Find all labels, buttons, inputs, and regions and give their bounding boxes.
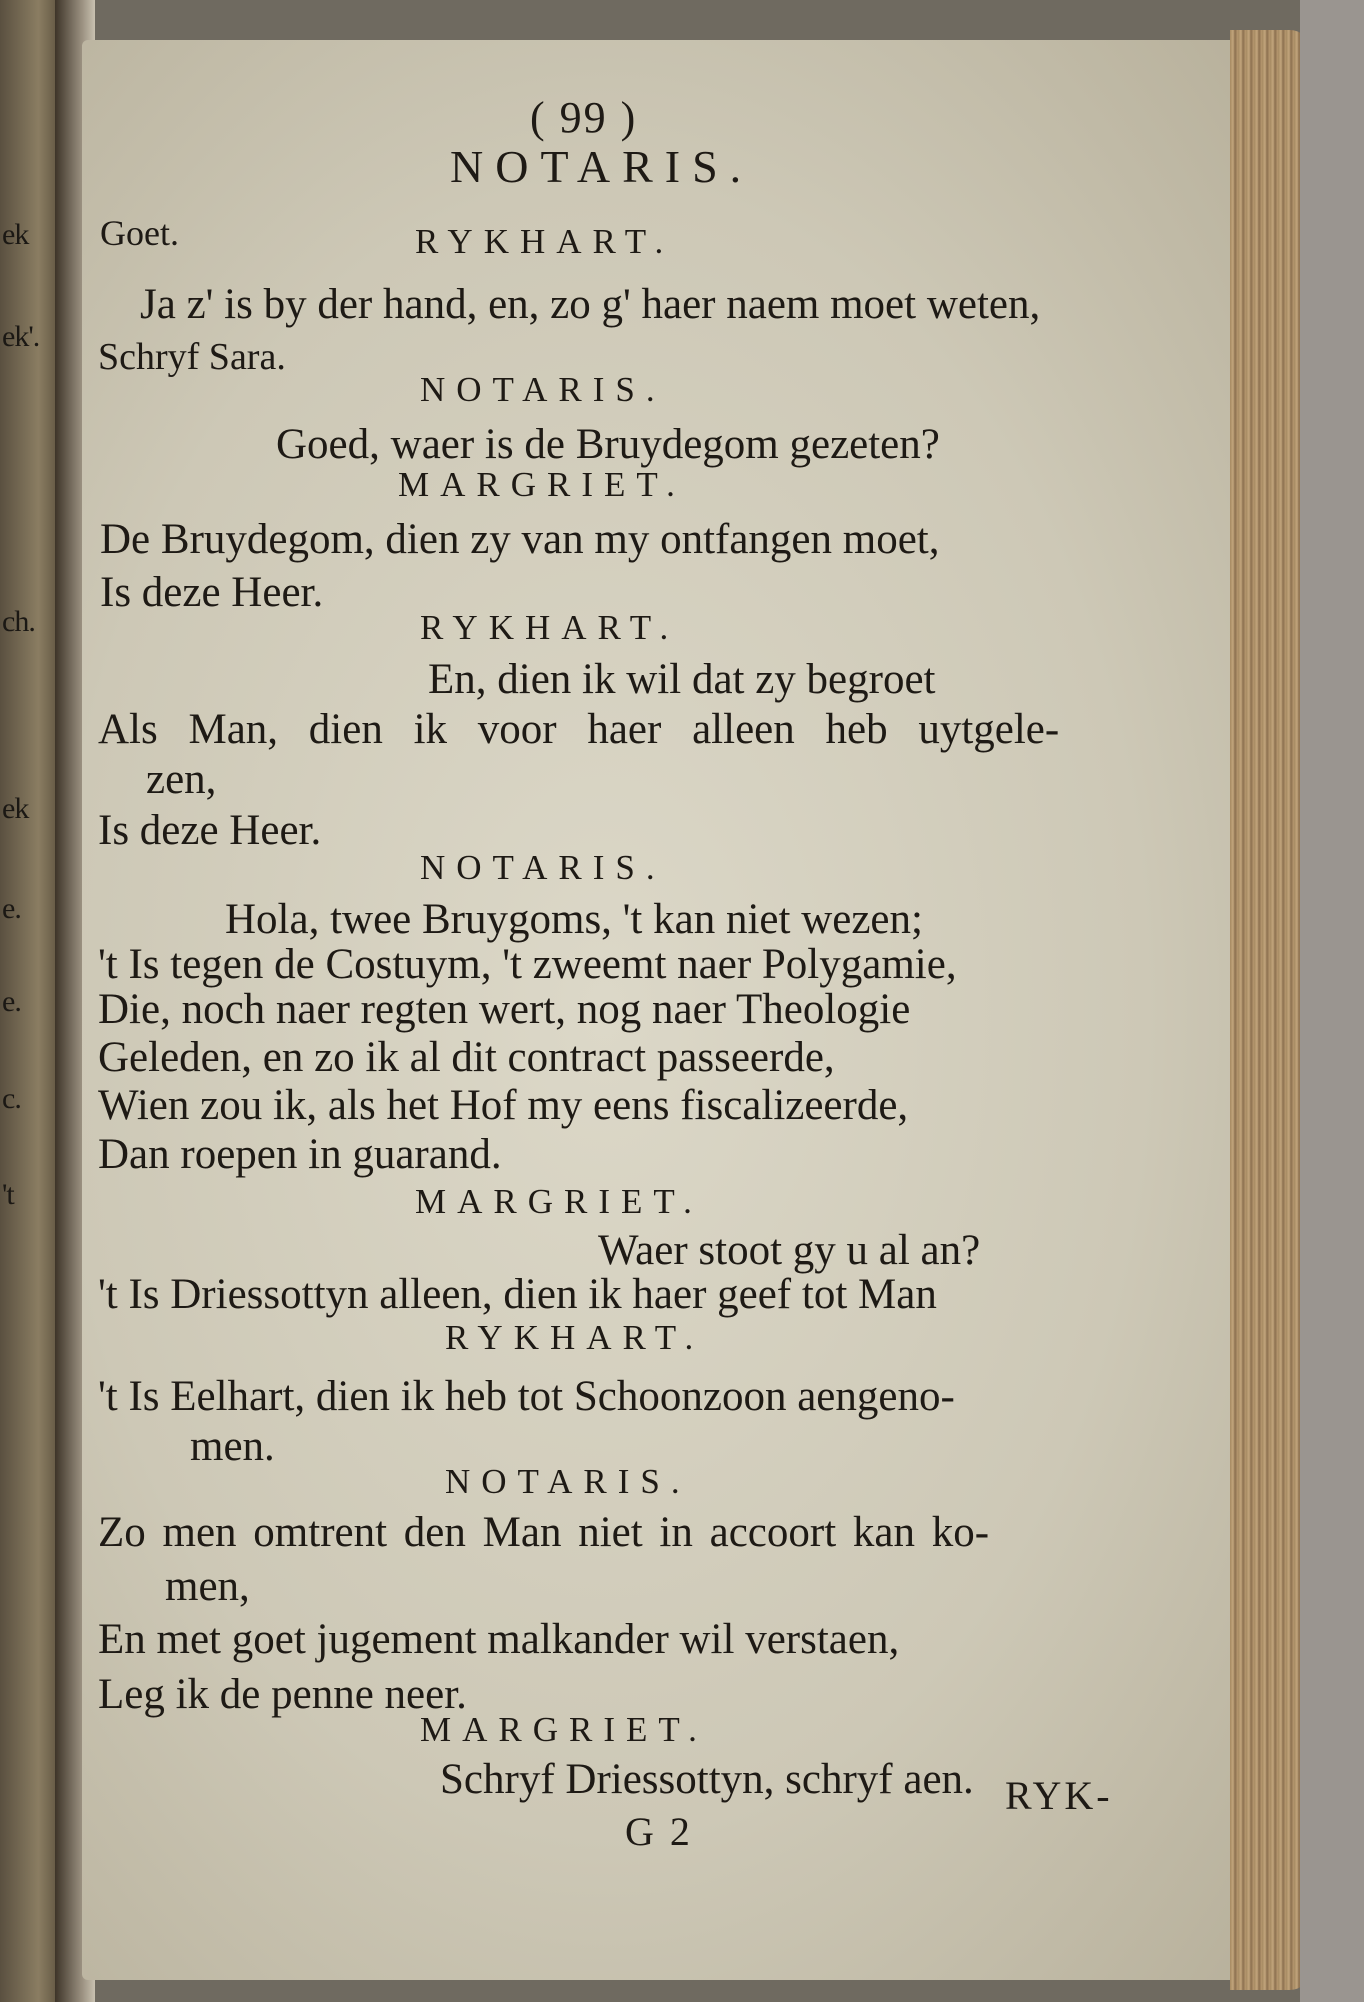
speaker-heading: MARGRIET. bbox=[398, 465, 686, 504]
speaker-heading: NOTARIS. bbox=[420, 848, 666, 887]
margin-note: Goet. bbox=[100, 213, 179, 253]
verse-line: men, bbox=[165, 1563, 250, 1610]
fragment: ek bbox=[2, 218, 29, 251]
speaker-heading: NOTARIS. bbox=[445, 1462, 691, 1501]
signature-mark: G 2 bbox=[625, 1809, 693, 1854]
verse-line: Waer stoot gy u al an? bbox=[598, 1227, 981, 1274]
speaker-heading: RYKHART. bbox=[415, 222, 675, 261]
verse-line: Is deze Heer. bbox=[98, 807, 322, 854]
verse-line: men. bbox=[190, 1423, 275, 1470]
fragment: ek bbox=[2, 792, 29, 825]
verse-line: Als Man, dien ik voor haer alleen heb uytgele- bbox=[98, 706, 1060, 753]
fragment: c. bbox=[2, 1082, 21, 1115]
speaker-heading: NOTARIS. bbox=[420, 370, 666, 409]
verse-line: En, dien ik wil dat zy begroet bbox=[428, 656, 936, 703]
verse-line: Geleden, en zo ik al dit contract passeerde, bbox=[98, 1034, 835, 1081]
verse-line: Leg ik de penne neer. bbox=[98, 1671, 467, 1718]
verse-line: Hola, twee Bruygoms, 't kan niet wezen; bbox=[225, 896, 923, 943]
verse-line: Goed, waer is de Bruydegom gezeten? bbox=[276, 421, 940, 468]
verse-line: Zo men omtrent den Man niet in accoort kan ko- bbox=[98, 1509, 990, 1556]
verse-line: Schryf Sara. bbox=[98, 336, 286, 378]
catchword: RYK- bbox=[1005, 1773, 1113, 1818]
verse-line: En met goet jugement malkander wil verstaen, bbox=[98, 1616, 900, 1663]
verse-line: Is deze Heer. bbox=[100, 569, 324, 616]
page-number: ( 99 ) bbox=[530, 93, 638, 142]
speaker-heading: MARGRIET. bbox=[420, 1710, 708, 1749]
speaker-heading: RYKHART. bbox=[445, 1318, 705, 1357]
fragment: ek'. bbox=[2, 320, 40, 353]
verse-line: De Bruydegom, dien zy van my ontfangen moet, bbox=[100, 516, 940, 563]
speaker-heading: MARGRIET. bbox=[415, 1182, 703, 1221]
fragment: e. bbox=[2, 892, 21, 925]
verse-line: Schryf Driessottyn, schryf aen. bbox=[440, 1756, 974, 1803]
verse-line: Die, noch naer regten wert, nog naer Theologie bbox=[98, 986, 911, 1033]
verse-line: Wien zou ik, als het Hof my eens fiscalizeerde, bbox=[98, 1082, 909, 1129]
verse-line: 't Is Eelhart, dien ik heb tot Schoonzoon aengeno- bbox=[98, 1373, 955, 1420]
speaker-heading: RYKHART. bbox=[420, 608, 680, 647]
fragment: 't bbox=[2, 1178, 14, 1211]
fragment: ch. bbox=[2, 605, 35, 638]
fragment: e. bbox=[2, 985, 21, 1018]
verse-line: Dan roepen in guarand. bbox=[98, 1131, 502, 1178]
verse-line: 't Is tegen de Costuym, 't zweemt naer Polygamie, bbox=[98, 941, 957, 988]
verse-line: Ja z' is by der hand, en, zo g' haer naem moet weten, bbox=[140, 281, 1041, 328]
running-head: NOTARIS. bbox=[450, 141, 754, 192]
verse-line: 't Is Driessottyn alleen, dien ik haer geef tot Man bbox=[98, 1271, 937, 1318]
verse-line: zen, bbox=[146, 756, 217, 803]
